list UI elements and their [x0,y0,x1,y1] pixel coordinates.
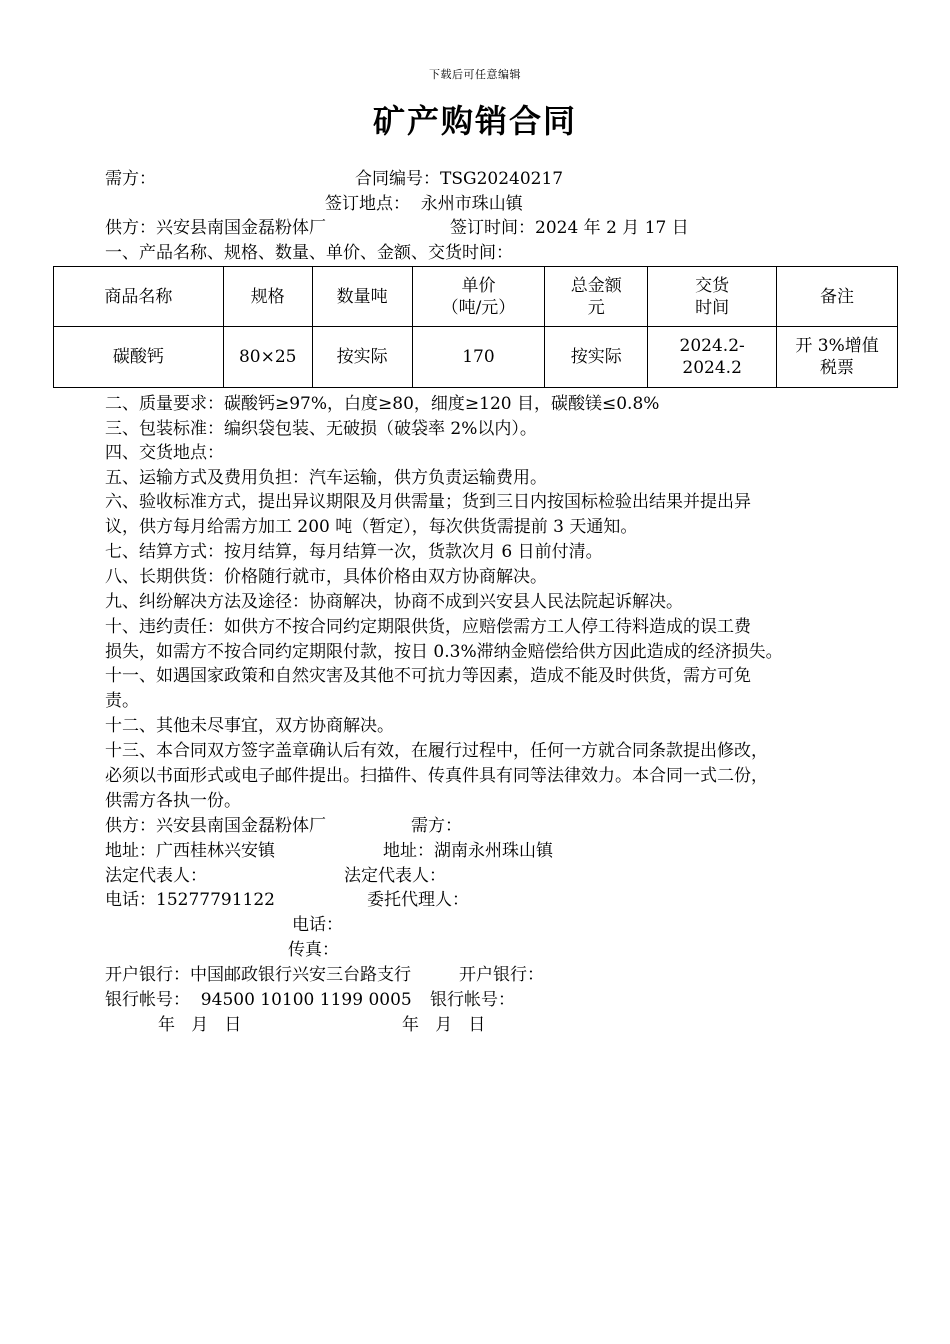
cell-delivery-time: 2024.2-2024.2 [679,336,745,378]
header-total-amount: 总金额 [570,275,622,296]
sig-supplier-account: 银行帐号： 94500 10100 1199 0005 [105,990,412,1010]
cell-quantity: 按实际 [336,347,388,367]
cell-remarks-line2: 税票 [820,358,855,378]
contract-title: 矿产购销合同 [372,102,577,140]
clause-liability-line2: 损失，如需方不按合同约定期限付款，按日 0.3%滞纳金赔偿给供方因此造成的经济损失。 [105,642,783,662]
table-header-row [54,267,898,327]
sig-buyer-representative: 法定代表人： [344,866,446,886]
header-cell [648,267,777,327]
header-spec: 规格 [250,286,285,307]
clause-validity-line3: 供需方各执一份。 [105,791,241,811]
clause-long-term-supply: 八、长期供货：价格随行就市，具体价格由双方协商解决。 [105,567,547,587]
sig-buyer-bank: 开户银行： [459,965,544,985]
clause-dispute: 九、纠纷解决方法及途径：协商解决，协商不成到兴安县人民法院起诉解决。 [105,592,683,612]
clause-validity-line1: 十三、本合同双方签字盖章确认后有效，在履行过程中，任何一方就合同条款提出修改， [105,741,768,761]
goods-table [53,266,898,388]
header-cell [223,267,312,327]
clause-acceptance-line2: 议，供方每月给需方加工 200 吨（暂定），每次供货需提前 3 天通知。 [105,517,638,537]
header-cell [412,267,545,327]
sig-supplier-phone: 电话：15277791122 [105,890,275,910]
supplier-name: 供方：兴安县南国金磊粉体厂 [105,218,326,238]
sig-supplier-bank: 开户银行：中国邮政银行兴安三台路支行 [105,965,411,985]
table-cell [312,327,412,388]
table-cell [648,327,777,388]
sig-buyer-fax: 传真： [288,940,339,960]
header-delivery-time: 时间 [695,297,730,318]
cell-unit-price: 170 [462,347,495,367]
sig-buyer-account: 银行帐号： [430,990,515,1010]
header-cell [777,267,898,327]
clause-validity-line2: 必须以书面形式或电子邮件提出。扫描件、传真件具有同等法律效力。本合同一式二份， [105,766,768,786]
table-row [54,327,898,388]
sign-time: 签订时间：2024 年 2 月 17 日 [450,218,689,238]
header-product-name: 商品名称 [104,286,173,307]
clause-force-majeure-line1: 十一、如遇国家政策和自然灾害及其他不可抗力等因素，造成不能及时供货，需方可免 [105,666,751,686]
clause-other-matters: 十二、其他未尽事宜，双方协商解决。 [105,716,394,736]
sig-supplier-date: 年 月 日 [158,1015,242,1035]
clause-liability-line1: 十、违约责任：如供方不按合同约定期限供货，应赔偿需方工人停工待料造成的误工费 [105,617,751,637]
clause-force-majeure-line2: 责。 [105,691,139,711]
sign-place: 签订地点： 永州市珠山镇 [325,194,523,214]
header-note: 下载后可任意编辑 [429,68,521,81]
header-cell [54,267,224,327]
sig-buyer-phone: 电话： [292,915,343,935]
clause-packaging: 三、包装标准：编织袋包装、无破损（破袋率 2%以内）。 [105,419,537,439]
header-quantity: 数量吨 [336,286,388,307]
contract-number: 合同编号：TSG20240217 [355,169,564,189]
cell-product-name: 碳酸钙 [112,347,164,367]
sig-supplier-representative: 法定代表人： [105,866,207,886]
header-unit-price-unit: （吨/元） [441,297,516,318]
clause-settlement: 七、结算方式：按月结算，每月结算一次，货款次月 6 日前付清。 [105,542,603,562]
header-remarks: 备注 [820,286,855,307]
table-cell [545,327,648,388]
sig-supplier-address: 地址：广西桂林兴安镇 [105,841,275,861]
clause-delivery-place: 四、交货地点： [105,443,224,463]
sig-supplier-name: 供方：兴安县南国金磊粉体厂 [105,816,326,836]
table-cell [223,327,312,388]
header-delivery: 交货 [695,275,730,296]
clause-acceptance-line1: 六、验收标准方式，提出异议期限及月供需量；货到三日内按国标检验出结果并提出异 [105,492,751,512]
clause-transport: 五、运输方式及费用负担：汽车运输，供方负责运输费用。 [105,468,547,488]
buyer-label: 需方： [105,169,156,189]
sig-buyer-agent: 委托代理人： [367,890,469,910]
sig-buyer-name: 需方： [411,816,462,836]
header-cell [312,267,412,327]
table-cell [412,327,545,388]
cell-total-amount: 按实际 [570,347,622,367]
sig-buyer-date: 年 月 日 [402,1015,486,1035]
section-1-heading: 一、产品名称、规格、数量、单价、金额、交货时间： [105,243,513,263]
table-cell [54,327,224,388]
header-total-amount-unit: 元 [587,297,605,318]
table-cell [777,327,898,388]
cell-spec: 80×25 [238,347,297,367]
header-cell [545,267,648,327]
cell-remarks-line1: 开 3%增值 [795,336,879,356]
header-unit-price: 单价 [461,275,496,296]
clause-quality: 二、质量要求：碳酸钙≥97%，白度≥80，细度≥120 目，碳酸镁≤0.8% [105,394,660,414]
sig-buyer-address: 地址：湖南永州珠山镇 [383,841,553,861]
